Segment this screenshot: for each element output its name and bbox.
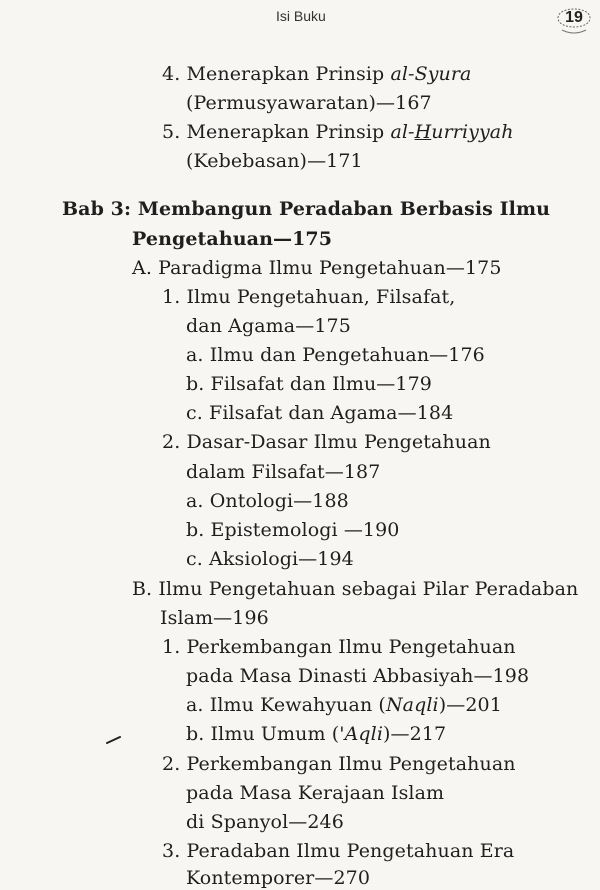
toc-line: pada Masa Kerajaan Islam (186, 782, 445, 804)
chapter-title-cont: Pengetahuan—175 (132, 228, 333, 250)
toc-line: c. Filsafat dan Agama—184 (186, 402, 454, 424)
toc-line: b. Epistemologi —190 (186, 519, 400, 541)
toc-line: dalam Filsafat—187 (186, 461, 381, 483)
toc-line: 4. Menerapkan Prinsip al-Syura (162, 63, 472, 85)
toc-line: Islam—196 (160, 607, 269, 629)
toc-line: 5. Menerapkan Prinsip al-Hurriyyah (162, 121, 514, 143)
toc-line: 2. Dasar-Dasar Ilmu Pengetahuan (162, 431, 491, 453)
page-number-badge (554, 0, 594, 36)
toc-line: 1. Ilmu Pengetahuan, Filsafat, (162, 286, 456, 308)
toc-line: c. Aksiologi—194 (186, 548, 354, 570)
toc-line: 2. Perkembangan Ilmu Pengetahuan (162, 753, 516, 775)
toc-line: (Permusyawaratan)—167 (186, 92, 432, 114)
toc-line: a. Ilmu Kewahyuan (Naqli)—201 (186, 694, 502, 716)
toc-line: a. Ontologi—188 (186, 490, 349, 512)
toc-line: pada Masa Dinasti Abbasiyah—198 (186, 665, 530, 687)
toc-line: dan Agama—175 (186, 315, 351, 337)
toc-line: a. Ilmu dan Pengetahuan—176 (186, 344, 485, 366)
pen-mark-icon (106, 735, 122, 745)
toc-line: 3. Peradaban Ilmu Pengetahuan Era (162, 840, 515, 862)
toc-line: b. Ilmu Umum ('Aqli)—217 (186, 723, 447, 745)
toc-line: B. Ilmu Pengetahuan sebagai Pilar Peradaban (132, 578, 579, 600)
toc-line: Kontemporer—270 (186, 867, 371, 889)
page-number: 19 (565, 9, 583, 26)
toc-line: A. Paradigma Ilmu Pengetahuan—175 (132, 257, 502, 279)
chapter-title: Bab 3: Membangun Peradaban Berbasis Ilmu (62, 198, 551, 220)
toc-line: (Kebebasan)—171 (186, 150, 363, 172)
toc-line: di Spanyol—246 (186, 811, 344, 833)
header-title: Isi Buku (276, 8, 326, 24)
toc-line: 1. Perkembangan Ilmu Pengetahuan (162, 636, 516, 658)
toc-line: b. Filsafat dan Ilmu—179 (186, 373, 432, 395)
